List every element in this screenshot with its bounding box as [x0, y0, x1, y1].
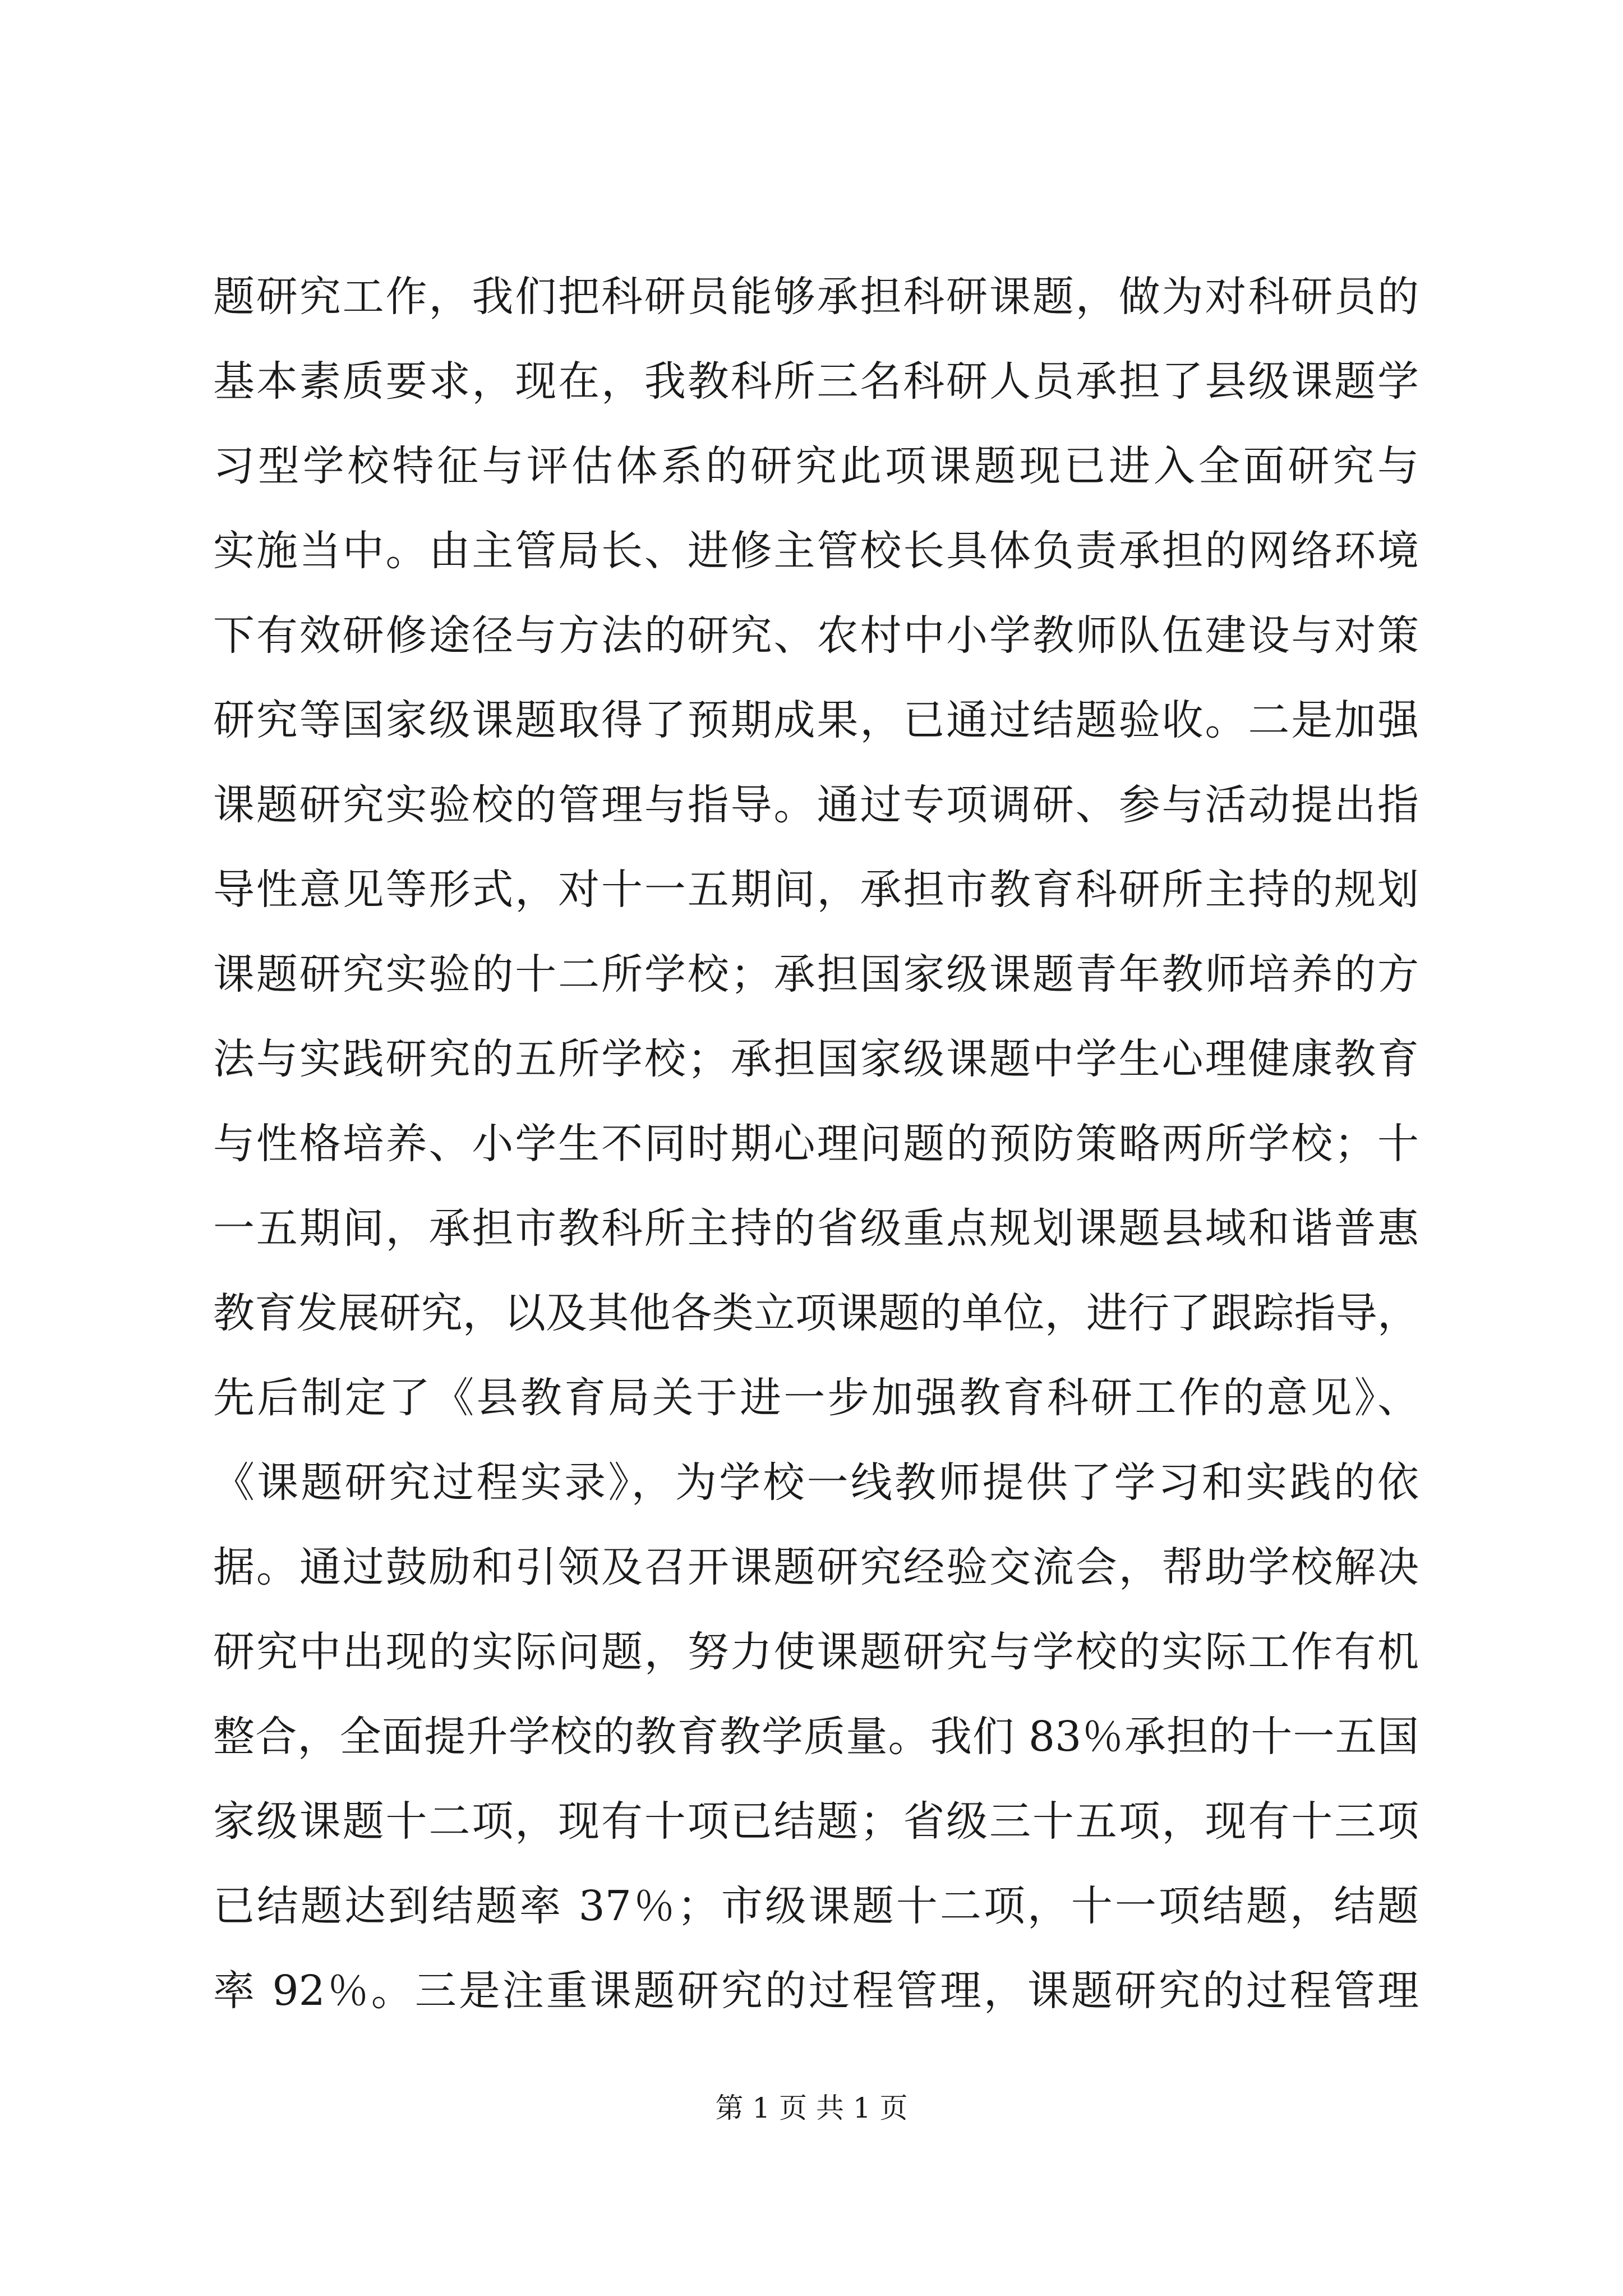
text-line: 研究中出现的实际问题，努力使课题研究与学校的实际工作有机: [213, 1628, 1419, 1676]
text-line: 教育发展研究，以及其他各类立项课题的单位，进行了跟踪指导，: [213, 1289, 1419, 1337]
text-line: 据。通过鼓励和引领及召开课题研究经验交流会，帮助学校解决: [213, 1543, 1419, 1591]
text-line: 《课题研究过程实录》，为学校一线教师提供了学习和实践的依: [213, 1458, 1419, 1507]
body-paragraph: [213, 255, 1419, 2033]
text-line: 题研究工作，我们把科研员能够承担科研课题，做为对科研员的: [213, 273, 1419, 321]
text-line: 课题研究实验的十二所学校；承担国家级课题青年教师培养的方: [213, 950, 1419, 999]
text-line: 家级课题十二项，现有十项已结题；省级三十五项，现有十三项: [213, 1797, 1419, 1846]
text-line: 法与实践研究的五所学校；承担国家级课题中学生心理健康教育: [213, 1035, 1419, 1083]
page-footer: 第 1 页 共 1 页: [715, 2092, 908, 2124]
text-line: 导性意见等形式，对十一五期间，承担市教育科研所主持的规划: [213, 866, 1419, 914]
text-line: 率 92％。三是注重课题研究的过程管理，课题研究的过程管理: [213, 1967, 1419, 2015]
text-line: 研究等国家级课题取得了预期成果，已通过结题验收。二是加强: [213, 696, 1419, 744]
text-line: 先后制定了《县教育局关于进一步加强教育科研工作的意见》、: [213, 1374, 1419, 1422]
text-line: 一五期间，承担市教科所主持的省级重点规划课题县域和谐普惠: [213, 1204, 1419, 1253]
text-line: 已结题达到结题率 37％；市级课题十二项，十一项结题，结题: [213, 1882, 1419, 1930]
text-line: 下有效研修途径与方法的研究、农村中小学教师队伍建设与对策: [213, 611, 1419, 660]
text-line: 基本素质要求，现在，我教科所三名科研人员承担了县级课题学: [213, 357, 1419, 406]
text-line: 习型学校特征与评估体系的研究此项课题现已进入全面研究与: [213, 442, 1419, 490]
text-line: 与性格培养、小学生不同时期心理问题的预防策略两所学校；十: [213, 1120, 1419, 1168]
text-line: 课题研究实验校的管理与指导。通过专项调研、参与活动提出指: [213, 781, 1419, 829]
text-line: 实施当中。由主管局长、进修主管校长具体负责承担的网络环境: [213, 527, 1419, 575]
text-line: 整合，全面提升学校的教育教学质量。我们 83％承担的十一五国: [213, 1713, 1419, 1761]
